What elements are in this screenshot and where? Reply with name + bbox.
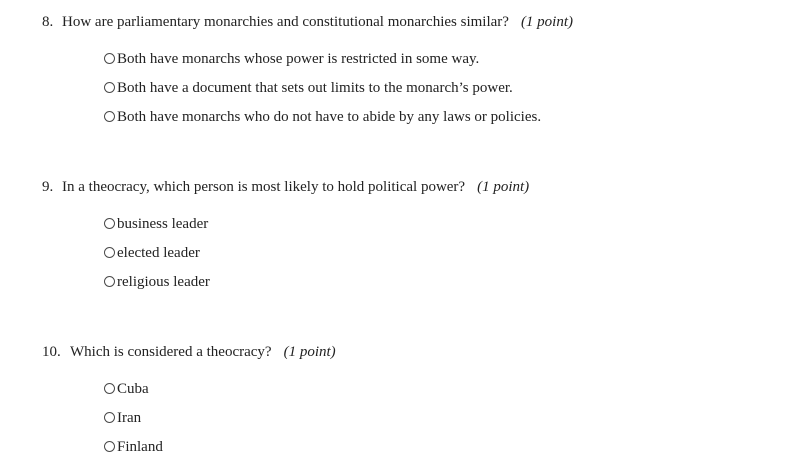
question-stem xyxy=(42,178,782,196)
radio-button-icon[interactable] xyxy=(104,247,115,258)
radio-button-icon[interactable] xyxy=(104,82,115,93)
question-number: 8. xyxy=(42,14,54,30)
question-text: Which is considered a theocracy? xyxy=(70,344,272,360)
answer-option-label[interactable]: religious leader xyxy=(117,274,210,290)
question-number: 10. xyxy=(42,344,61,360)
radio-button-icon[interactable] xyxy=(104,276,115,287)
question-text: In a theocracy, which person is most likely to hold political power? xyxy=(62,179,466,195)
question-stem xyxy=(42,343,782,361)
question-points: (1 point) xyxy=(283,344,336,360)
answer-option-label[interactable]: Both have a document that sets out limits to the monarch’s power. xyxy=(117,80,513,96)
answer-option-label[interactable]: Finland xyxy=(117,439,163,455)
answer-options xyxy=(104,216,210,303)
answer-option[interactable] xyxy=(104,109,541,138)
question-stem xyxy=(42,13,782,31)
answer-option[interactable] xyxy=(104,274,210,303)
answer-option[interactable] xyxy=(104,245,210,274)
question-text: How are parliamentary monarchies and constitutional monarchies similar? xyxy=(62,14,509,30)
radio-button-icon[interactable] xyxy=(104,111,115,122)
answer-options xyxy=(104,51,541,138)
answer-option[interactable] xyxy=(104,80,541,109)
question-8 xyxy=(42,13,782,125)
answer-option-label[interactable]: business leader xyxy=(117,216,209,232)
radio-button-icon[interactable] xyxy=(104,412,115,423)
answer-option[interactable] xyxy=(104,381,163,410)
question-number: 9. xyxy=(42,179,54,195)
question-points: (1 point) xyxy=(477,179,530,195)
radio-button-icon[interactable] xyxy=(104,218,115,229)
radio-button-icon[interactable] xyxy=(104,383,115,394)
answer-option[interactable] xyxy=(104,216,210,245)
answer-option[interactable] xyxy=(104,51,541,80)
question-points: (1 point) xyxy=(520,14,574,30)
answer-option[interactable] xyxy=(104,410,163,439)
radio-button-icon[interactable] xyxy=(104,53,115,64)
answer-option-label[interactable]: Iran xyxy=(117,410,142,426)
answer-option-label[interactable]: Both have monarchs whose power is restricted in some way. xyxy=(117,51,480,67)
radio-button-icon[interactable] xyxy=(104,441,115,452)
question-9 xyxy=(42,178,782,290)
answer-option-label[interactable]: Both have monarchs who do not have to abide by any laws or policies. xyxy=(117,109,542,125)
answer-option-label[interactable]: elected leader xyxy=(117,245,200,261)
answer-option[interactable] xyxy=(104,439,163,468)
answer-options xyxy=(104,381,163,468)
answer-option-label[interactable]: Cuba xyxy=(117,381,149,397)
question-10 xyxy=(42,343,782,455)
